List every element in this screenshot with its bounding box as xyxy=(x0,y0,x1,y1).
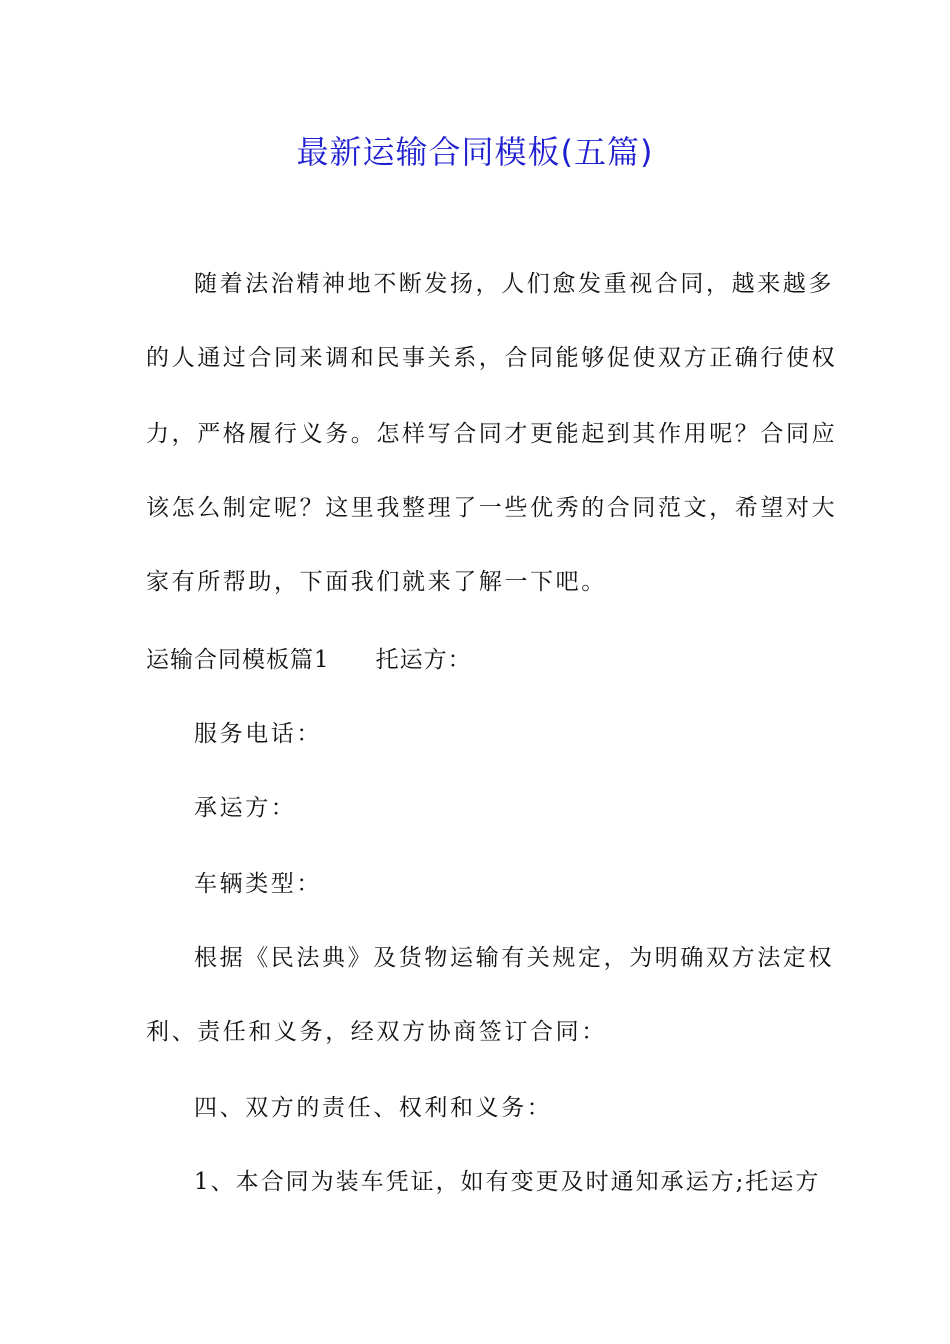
vehicle-type-label: 车辆类型： xyxy=(194,871,322,897)
shipper-label: 托运方： xyxy=(375,647,472,673)
intro-line-2: 的人通过合同来调和民事关系，合同能够促使双方正确行使权 xyxy=(146,345,838,371)
basis-line-1: 根据《民法典》及货物运输有关规定，为明确双方法定权 xyxy=(194,945,834,971)
service-phone-label: 服务电话： xyxy=(194,721,322,747)
clause-one-line: 1、本合同为装车凭证，如有变更及时通知承运方;托运方 xyxy=(194,1169,821,1195)
basis-line-2: 利、责任和义务，经双方协商签订合同： xyxy=(146,1019,607,1045)
intro-line-1: 随着法治精神地不断发扬，人们愈发重视合同，越来越多 xyxy=(194,271,834,297)
intro-line-5: 家有所帮助，下面我们就来了解一下吧。 xyxy=(146,569,607,595)
intro-line-3: 力，严格履行义务。怎样写合同才更能起到其作用呢？合同应 xyxy=(146,421,838,447)
carrier-label: 承运方： xyxy=(194,795,297,821)
section-heading-row xyxy=(146,644,472,676)
document-title: 最新运输合同模板(五篇) xyxy=(296,133,654,171)
section-heading: 运输合同模板篇1 xyxy=(146,647,330,673)
intro-line-4: 该怎么制定呢？这里我整理了一些优秀的合同范文，希望对大 xyxy=(146,495,838,521)
clause-four-heading: 四、双方的责任、权利和义务： xyxy=(194,1095,553,1121)
